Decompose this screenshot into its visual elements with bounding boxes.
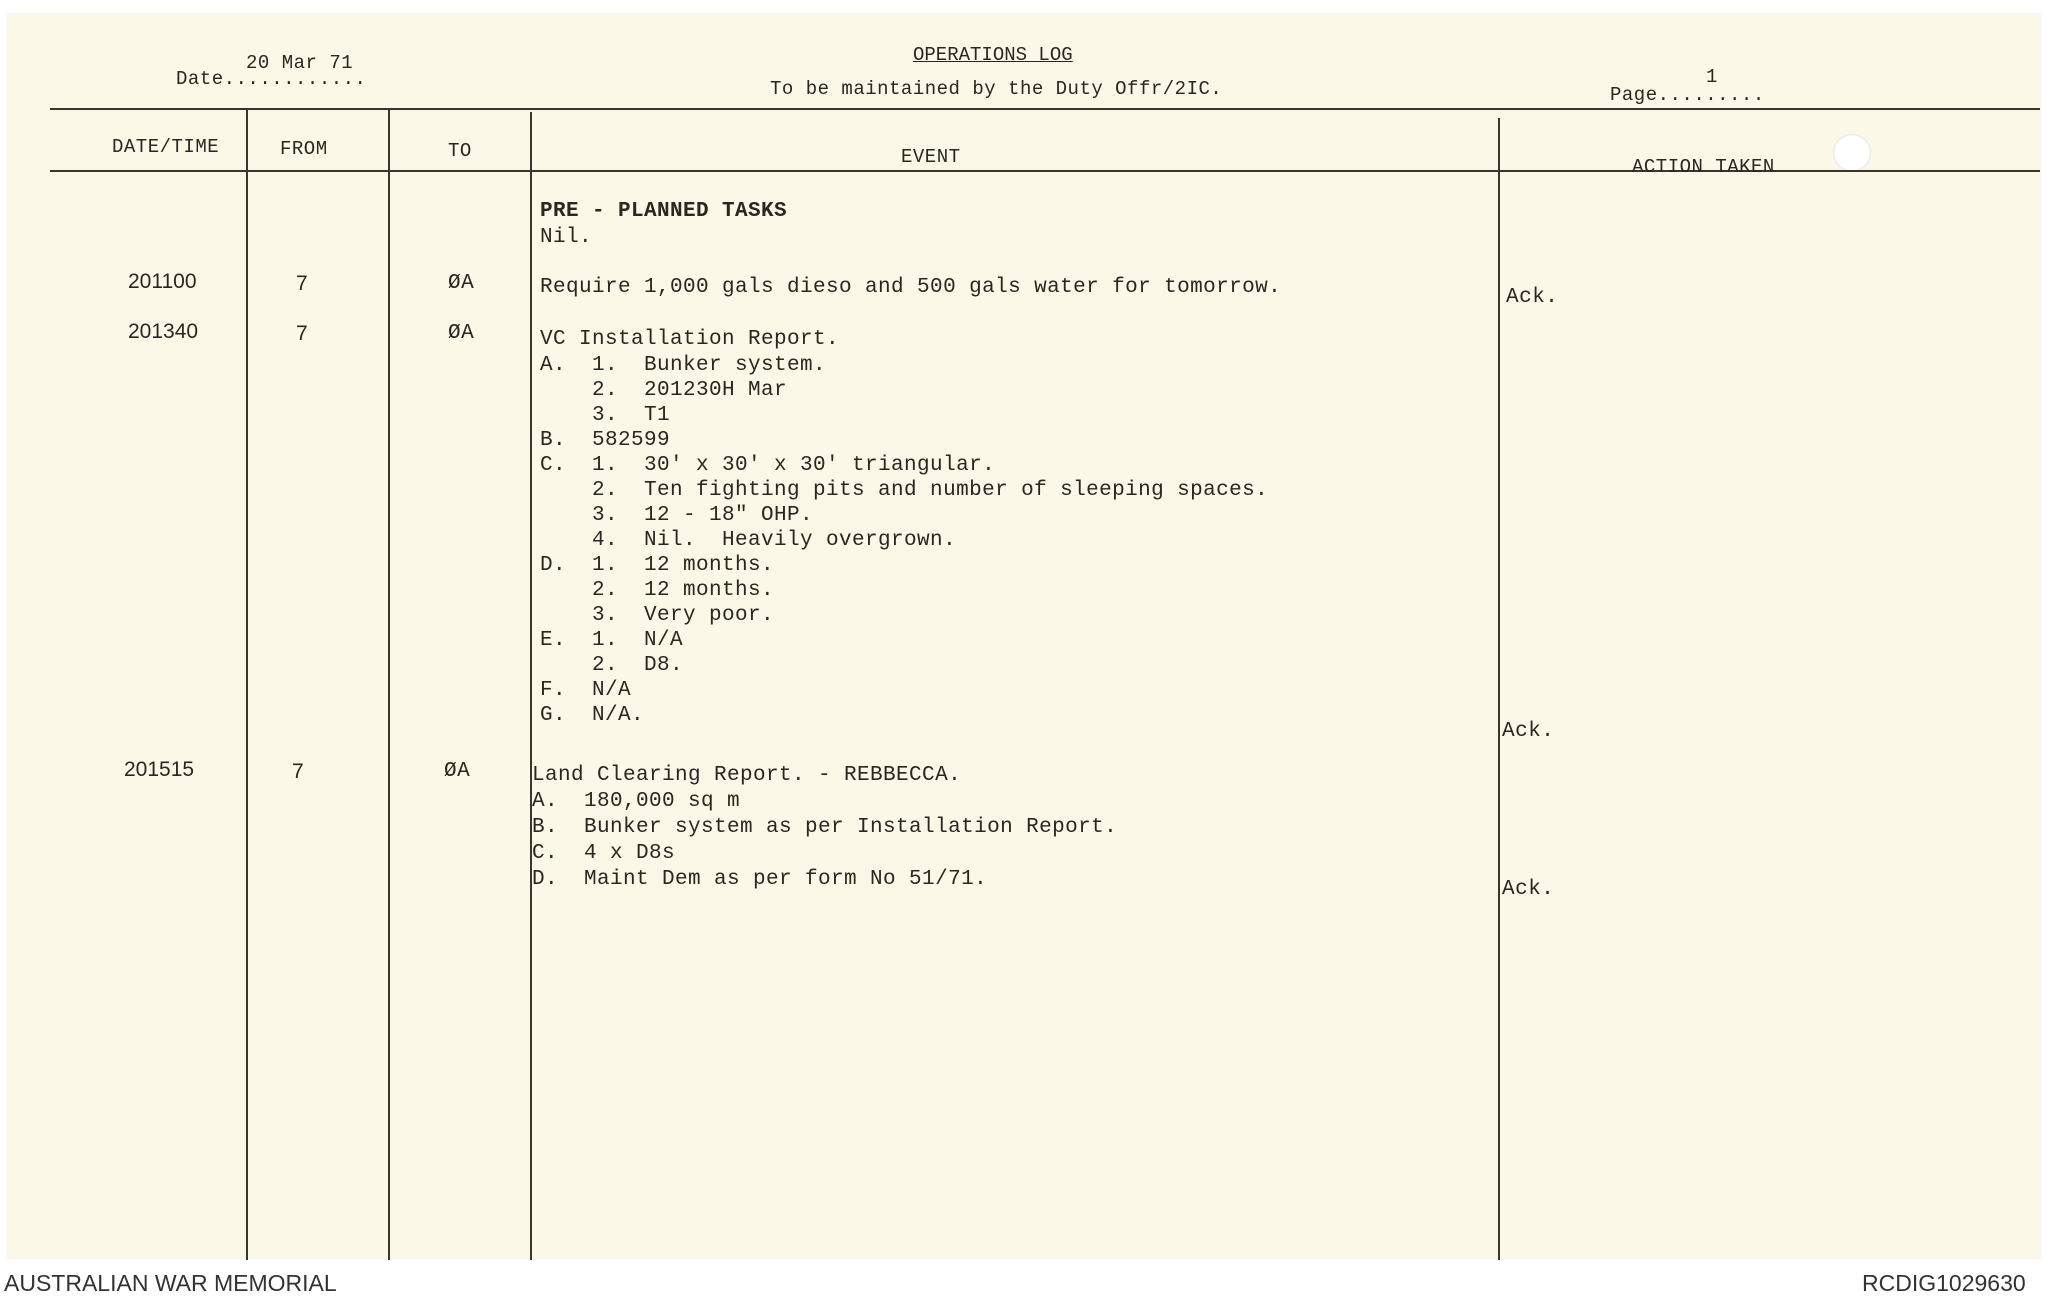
- column-divider-to: [530, 112, 532, 1260]
- column-header-from: FROM: [280, 138, 328, 160]
- event-line: Land Clearing Report. - REBBECCA.: [532, 764, 962, 787]
- column-divider-datetime: [246, 110, 248, 1260]
- entry-to: ØA: [444, 760, 471, 783]
- event-line: 2. Ten fighting pits and number of sleeping spaces.: [540, 479, 1269, 502]
- event-line: 3. T1: [540, 404, 671, 427]
- event-line: 2. 12 months.: [540, 579, 775, 602]
- footer-identifier: RCDIG1029630: [1862, 1270, 2026, 1296]
- entry-action: Ack.: [1502, 878, 1555, 901]
- event-line: VC Installation Report.: [540, 328, 840, 351]
- page-subtitle: To be maintained by the Duty Offr/2IC.: [770, 78, 1223, 100]
- date-value: 20 Mar 71: [246, 52, 354, 74]
- event-line: 3. Very poor.: [540, 604, 775, 627]
- entry-to: ØA: [448, 272, 475, 295]
- event-line: B. 582599: [540, 429, 671, 452]
- event-line: PRE - PLANNED TASKS: [540, 200, 788, 223]
- column-header-to: TO: [448, 140, 472, 162]
- event-line: A. 1. Bunker system.: [540, 354, 827, 377]
- footer-credit: AUSTRALIAN WAR MEMORIAL: [4, 1270, 337, 1296]
- event-line: A. 180,000 sq m: [532, 790, 741, 813]
- column-header-event: EVENT: [901, 146, 961, 168]
- event-line: F. N/A: [540, 679, 632, 702]
- entry-action: Ack.: [1502, 720, 1555, 743]
- punch-hole: [1833, 134, 1871, 172]
- event-line: D. 1. 12 months.: [540, 554, 775, 577]
- log-sheet: [8, 14, 2040, 1258]
- event-line: D. Maint Dem as per form No 51/71.: [532, 868, 988, 891]
- column-divider-event: [1498, 118, 1500, 1260]
- page-number-label: Page.........: [1610, 84, 1765, 106]
- entry-from: 7: [292, 760, 304, 783]
- entry-datetime: 201340: [128, 320, 199, 343]
- event-line: E. 1. N/A: [540, 629, 684, 652]
- entry-from: 7: [296, 322, 308, 345]
- entry-to: ØA: [448, 322, 475, 345]
- event-line: C. 4 x D8s: [532, 842, 676, 865]
- entry-datetime: 201515: [124, 758, 195, 781]
- event-line: 2. D8.: [540, 654, 684, 677]
- event-line: 2. 201230H Mar: [540, 379, 788, 402]
- entry-action: Ack.: [1506, 286, 1559, 309]
- event-line: G. N/A.: [540, 704, 645, 727]
- event-line: B. Bunker system as per Installation Report.: [532, 816, 1118, 839]
- page-title: OPERATIONS LOG: [913, 44, 1073, 66]
- event-line: 4. Nil. Heavily overgrown.: [540, 529, 957, 552]
- event-line: 3. 12 - 18" OHP.: [540, 504, 814, 527]
- date-label: Date............: [176, 68, 367, 90]
- entry-from: 7: [296, 272, 308, 295]
- column-header-datetime: DATE/TIME: [112, 136, 220, 158]
- column-header-action: ACTION TAKEN: [1632, 156, 1775, 178]
- event-line: Nil.: [540, 226, 593, 249]
- entry-datetime: 201100: [128, 270, 197, 293]
- column-divider-from: [388, 110, 390, 1260]
- page-number-value: 1: [1706, 66, 1718, 88]
- event-line: C. 1. 30' x 30' x 30' triangular.: [540, 454, 996, 477]
- header-top-rule: [50, 108, 2040, 110]
- event-line: Require 1,000 gals dieso and 500 gals water for tomorrow.: [540, 276, 1282, 299]
